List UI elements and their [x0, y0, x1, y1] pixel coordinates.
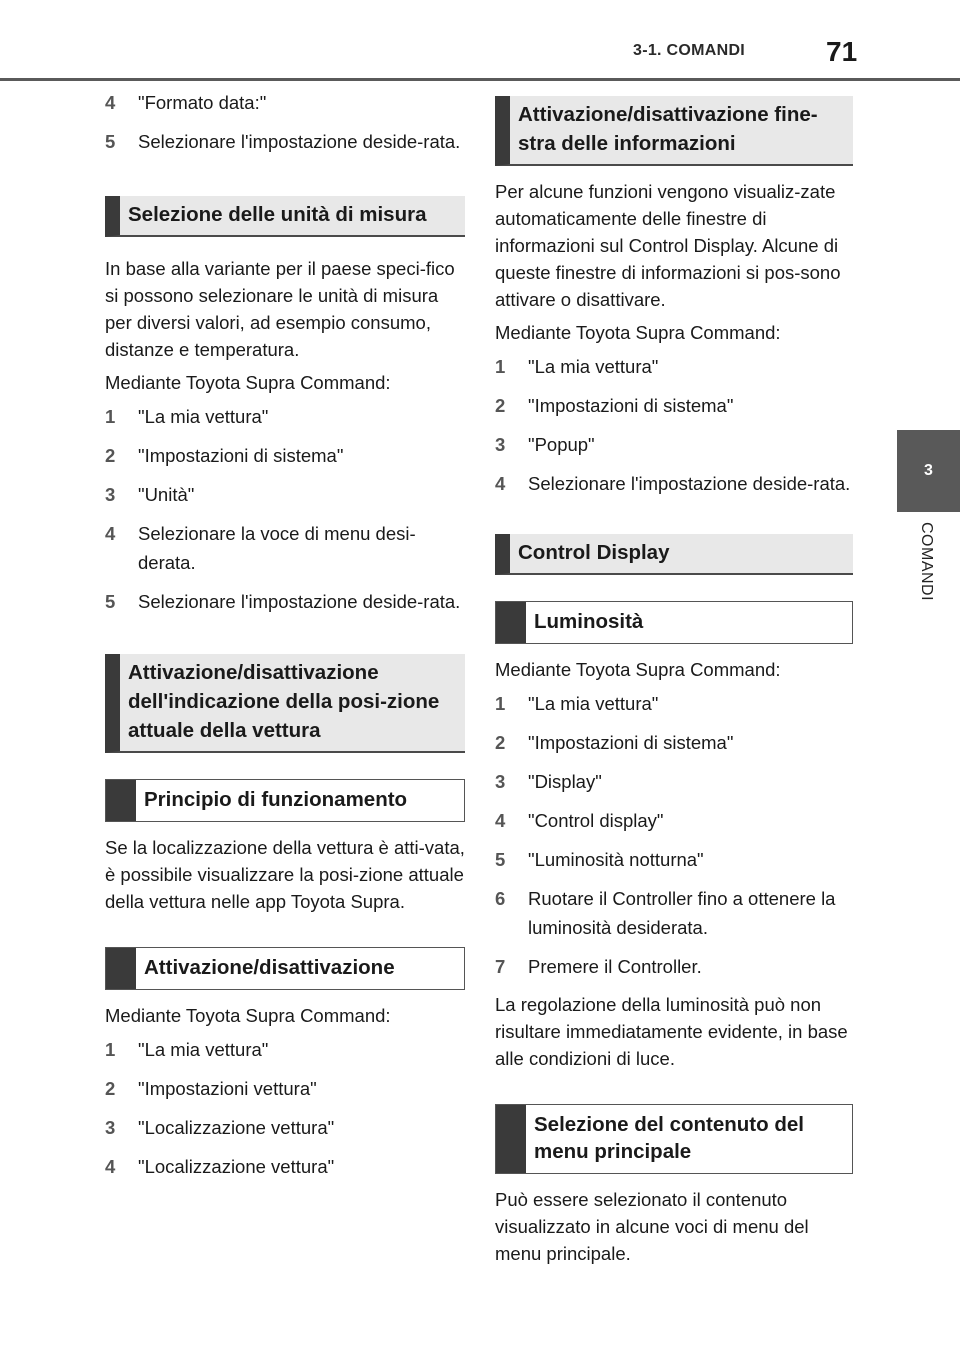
- activation-steps: 1 "La mia vettura" 2 "Impostazioni vettura" 3 "Localizzazione vettura" 4 "Localizzazione vettura": [105, 1039, 335, 1177]
- units-via: Mediante Toyota Supra Command:: [105, 372, 391, 393]
- activation-via: Mediante Toyota Supra Command:: [105, 1005, 391, 1026]
- info-via: Mediante Toyota Supra Command:: [495, 322, 781, 343]
- info-paragraph: Per alcune funzioni vengono visualiz-zate automaticamente delle finestre di informazioni sul Control Display. Alcune di queste finestre di informazioni si pos-sono attivare o disattivare.: [495, 181, 841, 310]
- section-title: 3-1. COMANDI: [633, 42, 746, 59]
- left-column: [105, 88, 465, 1191]
- top-steps: [105, 88, 465, 156]
- principle-heading: Principio di funzionamento: [105, 779, 465, 822]
- brightness-heading: Luminosità: [495, 601, 853, 644]
- menu-paragraph: Può essere selezionato il contenuto visualizzato in alcune voci di menu del menu principale.: [495, 1189, 809, 1264]
- units-paragraph: In base alla variante per il paese speci-fico si possono selezionare le unità di misura per diversi valori, ad esempio consumo, distanze e temperatura.: [105, 258, 455, 360]
- menu-heading: Selezione del contenuto del menu principale: [495, 1104, 853, 1174]
- step: 4 "Formato data:": [105, 92, 267, 113]
- info-steps: 1 "La mia vettura" 2 "Impostazioni di sistema" 3 "Popup" 4 Selezionare l'impostazione deside-rata.: [495, 356, 851, 494]
- brightness-steps: 1 "La mia vettura" 2 "Impostazioni di sistema" 3 "Display" 4 "Control display" 5 "Luminosità notturna" 6 Ruotare il Controller fino a ottenere la luminosità desiderata. 7 Premere il Controller.: [495, 693, 836, 977]
- position-heading: Attivazione/disattivazione dell'indicazione della posi-zione attuale della vettura: [105, 654, 465, 753]
- page-number: 71: [826, 36, 858, 67]
- activation-heading: Attivazione/disattivazione: [105, 947, 465, 990]
- control-display-heading: Control Display: [495, 534, 853, 575]
- principle-paragraph: Se la localizzazione della vettura è atti-vata, è possibile visualizzare la posi-zione attuale della vettura nelle app Toyota Supra.: [105, 837, 465, 912]
- units-steps: 1 "La mia vettura" 2 "Impostazioni di sistema" 3 "Unità" 4 Selezionare la voce di menu desi-derata. 5 Selezionare l'impostazione deside-rata.: [105, 406, 461, 612]
- right-column: [495, 88, 853, 1273]
- brightness-via: Mediante Toyota Supra Command:: [495, 659, 781, 680]
- chapter-label: COMANDI: [918, 522, 935, 602]
- brightness-paragraph: La regolazione della luminosità può non risultare immediatamente evidente, in base alle condizioni di luce.: [495, 994, 848, 1069]
- info-heading: Attivazione/disattivazione fine-stra delle informazioni: [495, 96, 853, 166]
- chapter-tab[interactable]: 3: [897, 430, 960, 512]
- units-heading: Selezione delle unità di misura: [105, 196, 465, 237]
- step: 5 Selezionare l'impostazione deside-rata.: [105, 131, 461, 152]
- header-divider: [0, 78, 960, 81]
